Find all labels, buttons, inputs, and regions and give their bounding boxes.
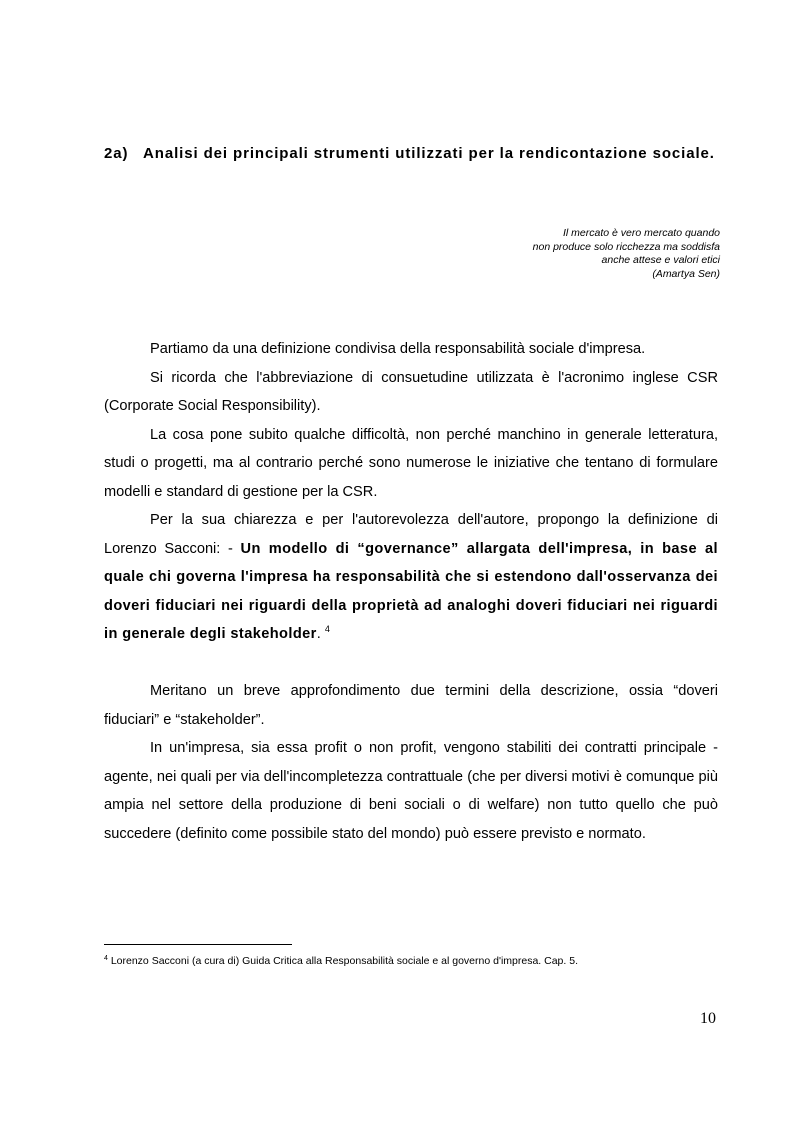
section-number: 2a): [104, 145, 129, 162]
definition-quote: Un modello di “governance” allargata dell'impresa, in base al quale chi governa l'impresa ha responsabilità che si estendono dall'osservanza dei doveri fiduciari nei riguardi della proprietà ad analoghi doveri fiduciari nei riguardi in generale degli stakeholder: [104, 540, 718, 642]
paragraph: Meritano un breve approfondimento due termini della descrizione, ossia “doveri fiduciari” e “stakeholder”.: [104, 683, 718, 728]
footnote-divider: [104, 944, 292, 945]
epigraph-line: non produce solo ricchezza ma soddisfa: [532, 240, 720, 253]
epigraph-author: (Amartya Sen): [652, 267, 720, 280]
paragraph: In un'impresa, sia essa profit o non profit, vengono stabiliti dei contratti principale - agente, nei quali per via dell'incompletezza contrattuale (che per diversi motivi è comunque più ampia nel settore della produzione di beni sociali o di welfare) non tutto quello che può succedere (definito come possibile stato del mondo) può essere previsto e normato.: [104, 740, 718, 842]
footnote-number: 4: [104, 955, 108, 962]
paragraph: La cosa pone subito qualche difficoltà, non perché manchino in generale letteratura, studi o progetti, ma al contrario perché sono numerose le iniziative che tentano di formulare modelli e standard di gestione per la CSR.: [104, 426, 718, 500]
body-text: [104, 335, 718, 848]
definition-paragraph: [104, 506, 718, 649]
footnote-reference: 4: [324, 624, 330, 634]
definition-end: .: [316, 626, 321, 642]
footnote-text: Lorenzo Sacconi (a cura di) Guida Critica alla Responsabilità sociale e al governo d'impresa. Cap. 5.: [110, 955, 578, 967]
footnote: [104, 954, 744, 968]
section-heading: [104, 140, 724, 168]
definition-intro: Per la sua chiarezza e per l'autorevolezza dell'autore, propongo la definizione di Lorenzo Sacconi: -: [104, 512, 718, 557]
paragraph: Partiamo da una definizione condivisa della responsabilità sociale d'impresa.: [150, 341, 646, 357]
epigraph-quote: [390, 227, 720, 281]
epigraph-line: anche attese e valori etici: [601, 254, 720, 266]
epigraph-line: Il mercato è vero mercato quando: [563, 227, 720, 239]
paragraph: Si ricorda che l'abbreviazione di consuetudine utilizzata è l'acronimo inglese CSR (Corporate Social Responsibility).: [104, 369, 718, 414]
paragraph-gap: [104, 649, 718, 678]
section-title: Analisi dei principali strumenti utilizzati per la rendicontazione sociale.: [143, 145, 715, 162]
page-number: 10: [700, 1010, 716, 1027]
